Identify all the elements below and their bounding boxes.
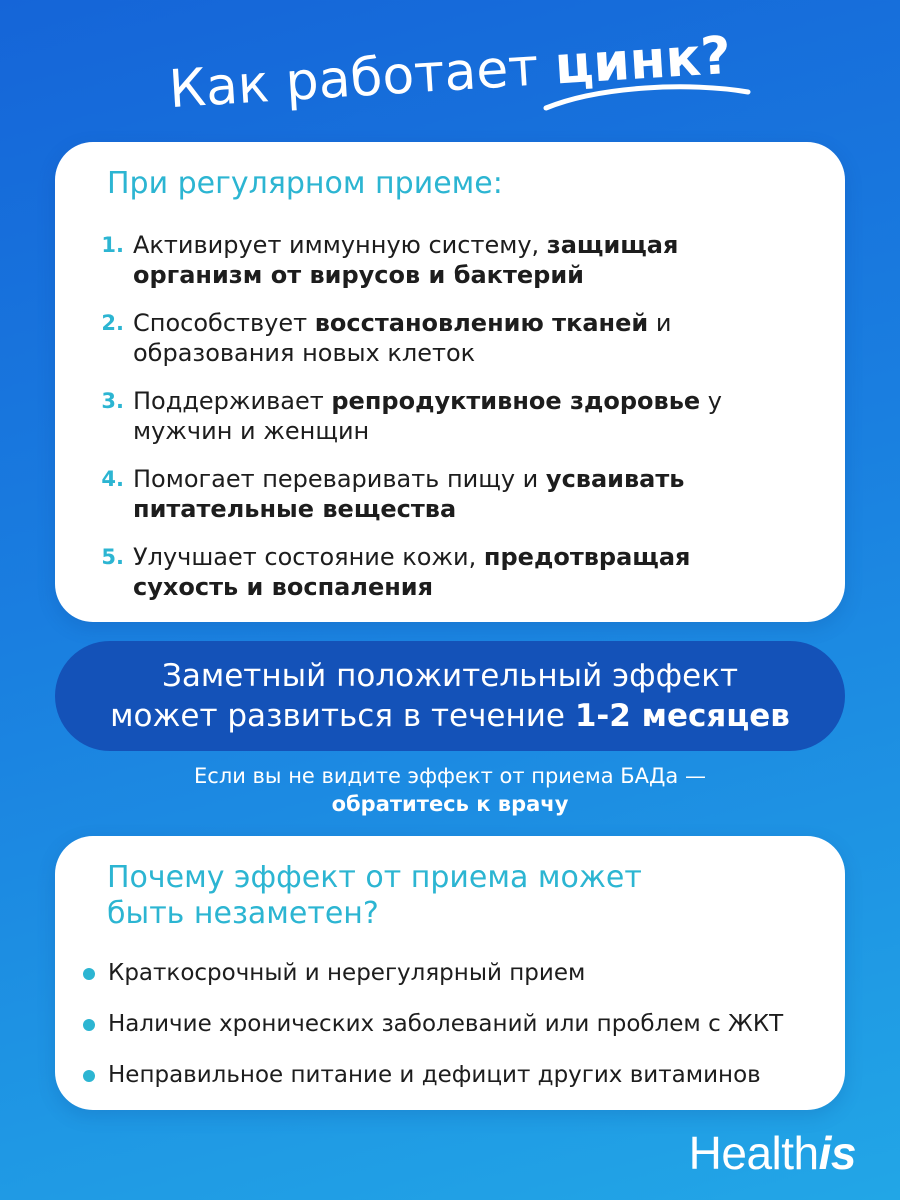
note-line-1: Если вы не видите эффект от приема БАДа — (194, 764, 706, 788)
item-text: Поддерживает репродуктивное здоровье у мужчин и женщин (133, 387, 722, 445)
page-title (0, 11, 900, 136)
bullet-dot-icon (83, 1070, 95, 1082)
reasons-title: Почему эффект от приема может быть незаметен? (107, 860, 642, 931)
brand-logo: Healthis (688, 1127, 856, 1179)
effect-line-2: может развиться в течение 1-2 месяцев (110, 698, 790, 734)
title-underline-swoosh (540, 78, 755, 118)
item-text: Улучшает состояние кожи, предотвращая сухость и воспаления (133, 543, 691, 601)
effect-banner (55, 641, 845, 751)
item-number: 3. (101, 389, 124, 413)
bullet-dot-icon (83, 968, 95, 980)
effect-duration: 1-2 месяцев (574, 698, 790, 734)
item-number: 1. (101, 233, 124, 257)
title-highlight: цинк? (553, 25, 733, 97)
reason-text: Неправильное питание и дефицит других витаминов (108, 1062, 761, 1088)
note-line-2: обратитесь к врачу (331, 792, 569, 816)
item-text: Активирует иммунную систему, защищая организм от вирусов и бактерий (133, 231, 679, 289)
item-text: Помогает переваривать пищу и усваивать питательные вещества (133, 465, 685, 523)
bullet-dot-icon (83, 1019, 95, 1031)
item-number: 2. (101, 311, 124, 335)
benefits-card (55, 142, 845, 622)
title-prefix: Как работает (167, 37, 541, 121)
effect-line-1: Заметный положительный эффект (161, 658, 739, 694)
reason-text: Наличие хронических заболеваний или проблем с ЖКТ (108, 1011, 784, 1037)
item-number: 5. (101, 545, 124, 569)
doctor-note (0, 762, 900, 818)
item-text: Способствует восстановлению тканей и образования новых клеток (133, 309, 672, 367)
reason-text: Краткосрочный и нерегулярный прием (108, 960, 586, 986)
reasons-card (55, 836, 845, 1110)
item-number: 4. (101, 467, 124, 491)
benefits-title: При регулярном приеме: (107, 166, 503, 201)
